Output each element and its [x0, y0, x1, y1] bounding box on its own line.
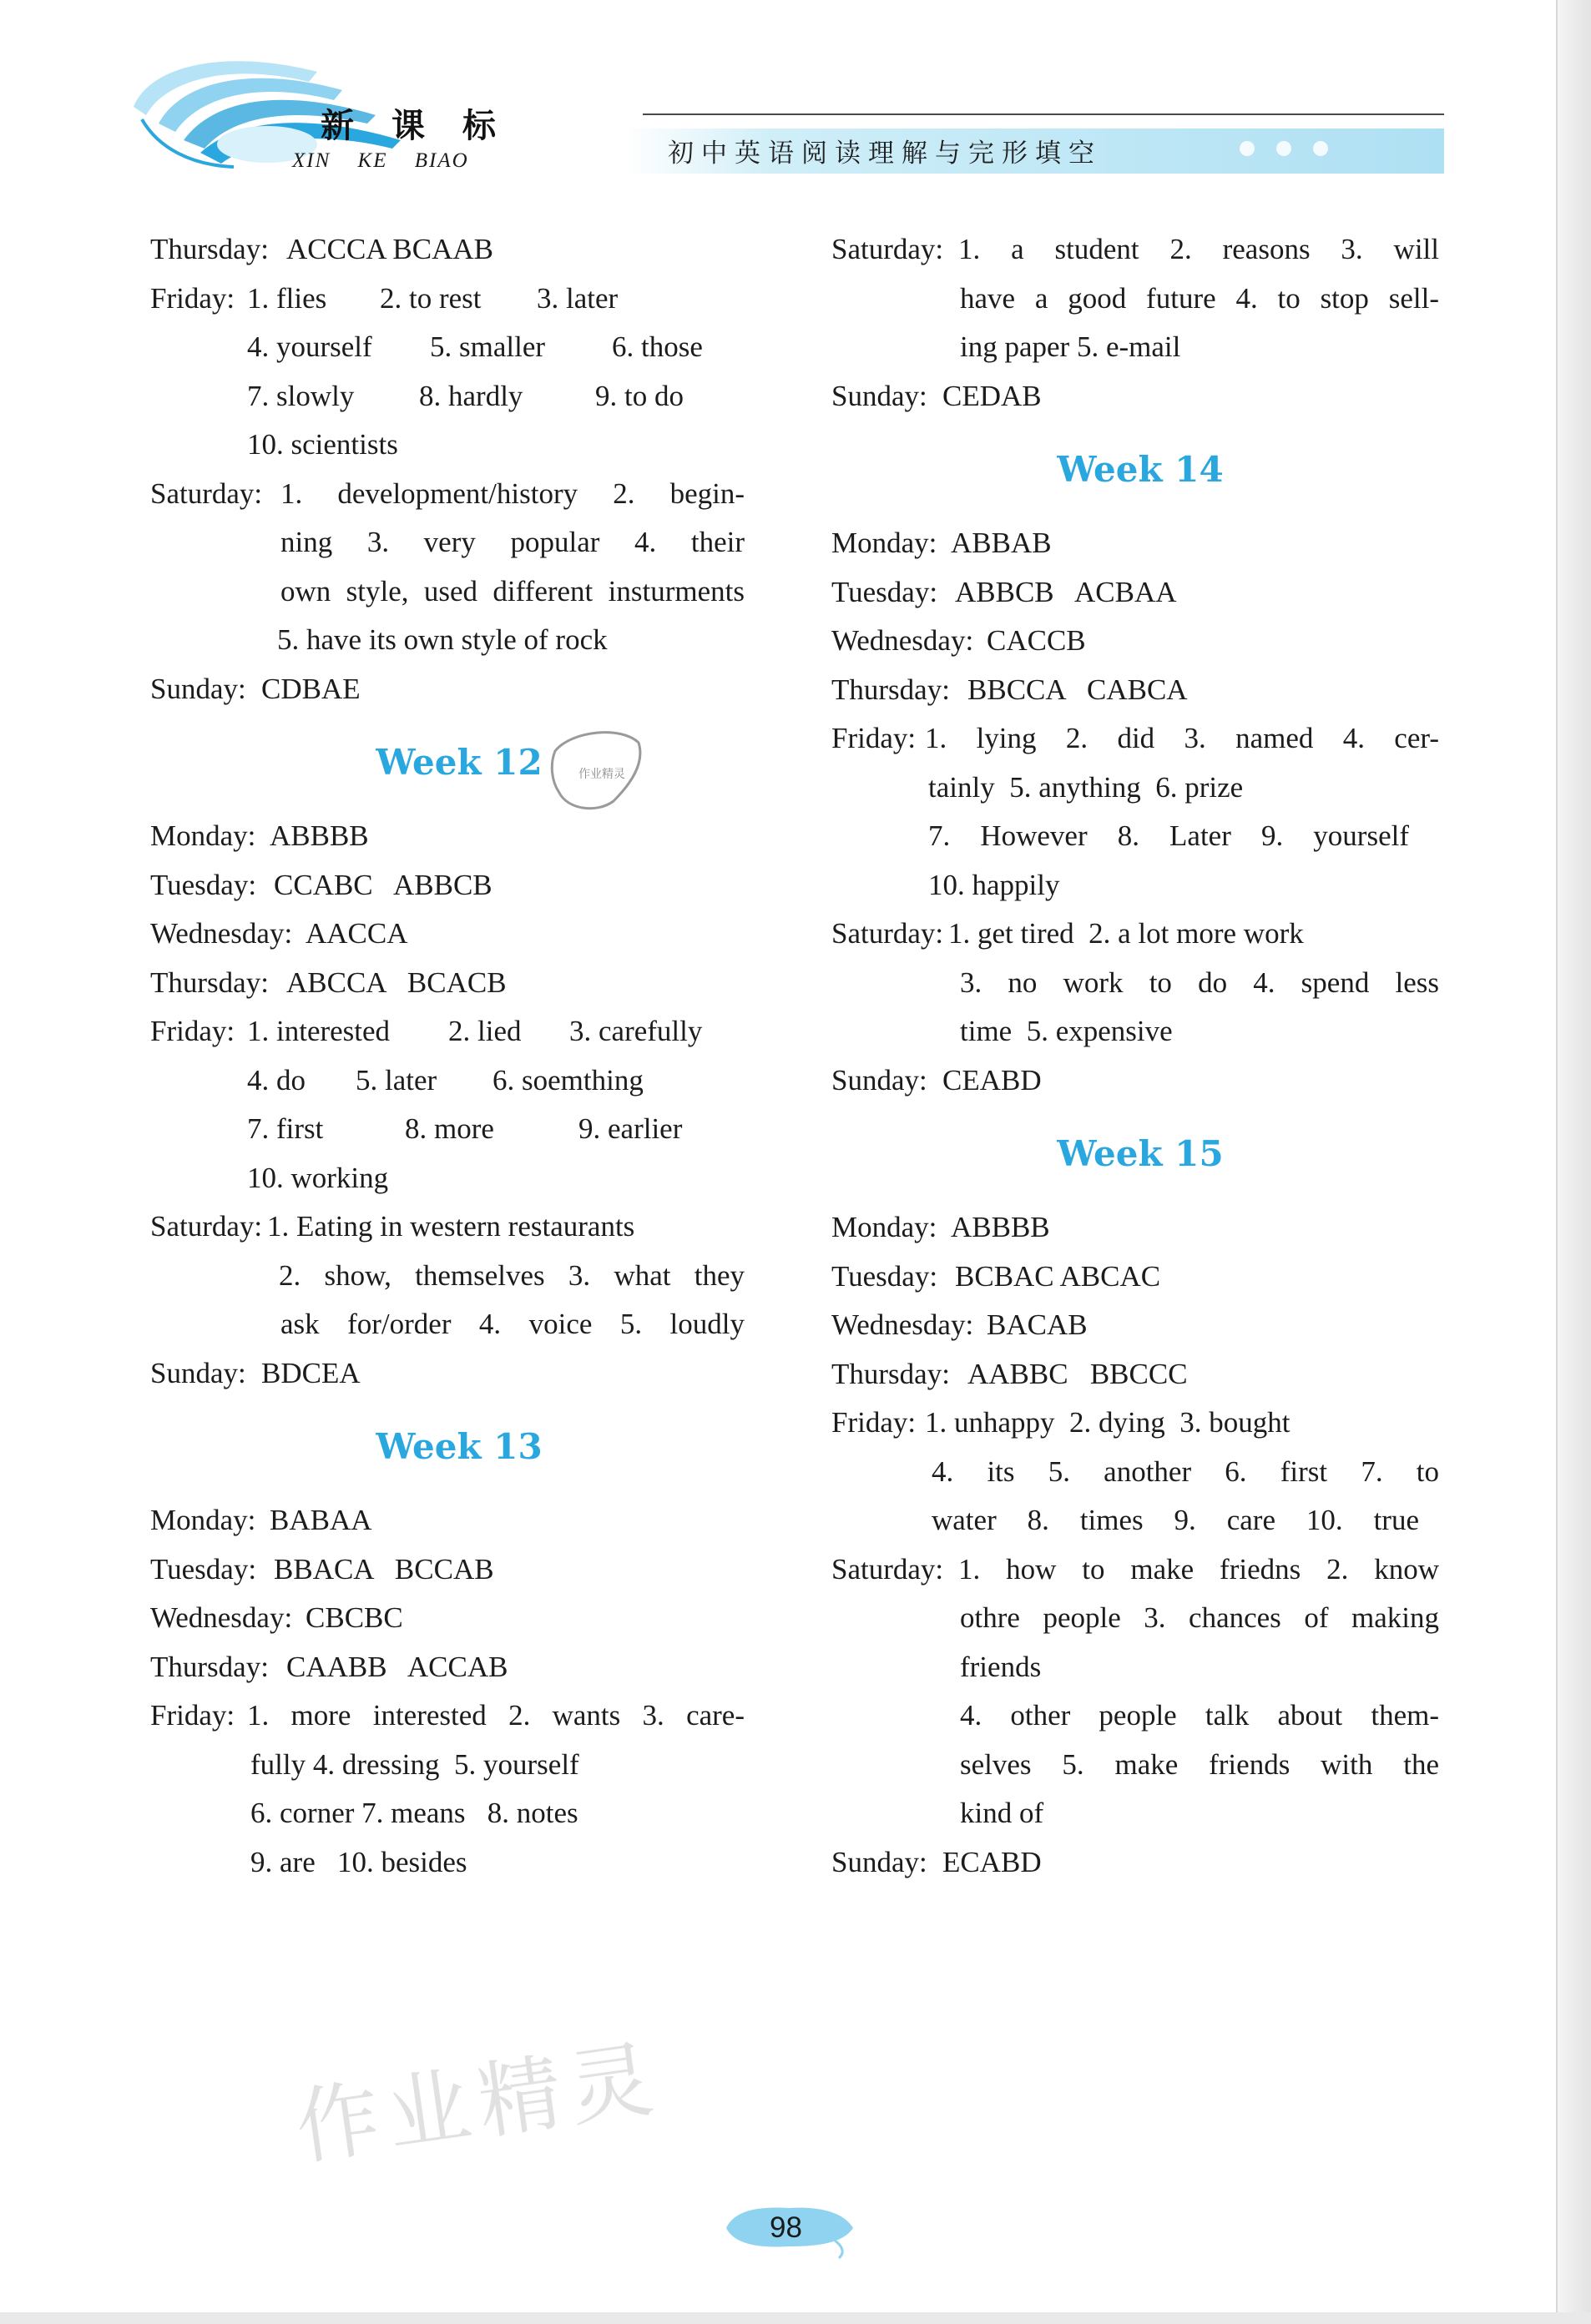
answer-line-friday	[150, 1691, 785, 1741]
answer-item: 2. lied	[448, 1015, 522, 1047]
answer-text: CDBAE	[261, 672, 361, 705]
day-label: Thursday:	[831, 1357, 950, 1390]
answer-text: 1. lying 2. did 3. named 4. cer-	[925, 722, 1439, 754]
dot-icon	[1240, 141, 1255, 156]
answer-line	[150, 1154, 785, 1203]
answer-line-wednesday	[831, 617, 1449, 666]
answer-text: 4. other people talk about them-	[960, 1699, 1439, 1732]
answer-line-tuesday	[831, 568, 1449, 618]
answer-text: othre people 3. chances of making	[960, 1601, 1439, 1634]
answer-text: BACAB	[987, 1308, 1088, 1341]
day-label: Thursday:	[150, 233, 269, 265]
answer-line	[831, 1007, 1449, 1056]
day-label: Monday:	[150, 1504, 256, 1536]
day-label: Friday:	[831, 722, 917, 754]
answer-line-friday	[150, 1007, 785, 1056]
answer-item: 4. yourself	[247, 330, 372, 363]
day-label: Tuesday:	[150, 868, 257, 901]
answer-text: ask for/order 4. voice 5. loudly	[280, 1308, 745, 1340]
day-label: Sunday:	[150, 672, 246, 705]
answer-line-thursday	[150, 225, 785, 275]
answer-text: CACCB	[987, 624, 1086, 657]
answer-line-sunday	[831, 372, 1449, 421]
answer-line	[150, 1741, 785, 1790]
answer-text: ACCCA BCAAB	[286, 233, 493, 265]
answer-item: 8. hardly	[419, 379, 523, 412]
answer-text: 1. get tired 2. a lot more work	[948, 917, 1304, 950]
answer-text: CEDAB	[942, 379, 1042, 412]
answer-text: 6. corner 7. means 8. notes	[250, 1797, 578, 1829]
answer-text: 5. have its own style of rock	[277, 623, 608, 656]
answer-text: fully 4. dressing 5. yourself	[250, 1747, 579, 1781]
day-label: Saturday:	[831, 917, 944, 950]
answer-item: 10. working	[247, 1161, 389, 1194]
answer-line	[831, 1789, 1449, 1838]
answer-line	[831, 764, 1449, 813]
answer-line-thursday	[831, 666, 1449, 715]
week-heading: Week 14	[1057, 449, 1224, 490]
answer-item: 2. to rest	[380, 281, 482, 315]
answer-line-monday	[150, 812, 785, 861]
answer-line-sunday	[831, 1838, 1449, 1888]
day-label: Sunday:	[831, 1063, 927, 1096]
answer-text: AACCA	[306, 917, 408, 950]
brand-char: 标	[462, 106, 496, 145]
day-label: Friday:	[150, 281, 235, 315]
answer-text: selves 5. make friends with the	[960, 1747, 1439, 1781]
answer-line	[150, 1838, 785, 1888]
stamp-text: 作业精灵	[578, 768, 625, 781]
answer-line	[150, 1105, 785, 1154]
answer-text: ABBBB	[951, 1211, 1050, 1243]
page-number-tab	[718, 2195, 860, 2261]
answer-line-saturday	[150, 1202, 785, 1252]
day-label: Wednesday:	[150, 917, 293, 950]
answer-line-monday	[831, 519, 1449, 568]
answer-line	[831, 323, 1449, 372]
day-label: Wednesday:	[831, 624, 974, 657]
answer-text: 2. show, themselves 3. what they	[279, 1258, 745, 1292]
day-label: Friday:	[150, 1699, 235, 1732]
answer-line	[150, 323, 785, 372]
answer-text: ABBCB ACBAA	[955, 575, 1177, 608]
answer-line	[831, 959, 1449, 1008]
answer-line-thursday	[150, 1643, 785, 1692]
day-label: Friday:	[150, 1015, 235, 1047]
week-heading: Week 13	[376, 1426, 543, 1467]
day-label: Monday:	[831, 1211, 937, 1243]
answer-line	[831, 1448, 1449, 1497]
answer-line	[831, 1643, 1449, 1692]
answer-item: 9. to do	[595, 379, 684, 412]
brand-char: 课	[391, 106, 425, 145]
day-label: Wednesday:	[831, 1308, 974, 1341]
brand-char: 新	[321, 106, 354, 145]
left-column	[150, 225, 785, 1887]
dot-icon	[1276, 141, 1291, 156]
answer-line	[831, 1691, 1449, 1741]
day-label: Saturday:	[831, 1552, 944, 1585]
page-header	[125, 48, 1444, 182]
day-label: Sunday:	[831, 379, 927, 412]
watermark: 作业精灵	[290, 2029, 668, 2177]
answer-text: kind of	[960, 1797, 1044, 1829]
answer-line	[831, 1594, 1449, 1643]
answer-item: 3. later	[537, 281, 619, 315]
answer-text: 1. a student 2. reasons 3. will	[958, 233, 1439, 265]
right-column	[831, 225, 1449, 1887]
answer-text: CAABB ACCAB	[286, 1650, 508, 1683]
answer-line	[150, 1789, 785, 1838]
answer-text: friends	[960, 1650, 1042, 1683]
answer-text: 4. its 5. another 6. first 7. to	[932, 1454, 1439, 1488]
day-label: Thursday:	[150, 1650, 269, 1683]
answer-line	[831, 1741, 1449, 1790]
answer-text: CBCBC	[306, 1601, 403, 1634]
answer-text: have a good future 4. to stop sell-	[960, 281, 1439, 315]
answer-text: 3. no work to do 4. spend less	[960, 965, 1439, 999]
answer-item: 5. later	[356, 1063, 437, 1096]
answer-line	[831, 1496, 1449, 1545]
answer-text: 1. more interested 2. wants 3. care-	[247, 1699, 745, 1732]
answer-text: ECABD	[942, 1845, 1042, 1878]
answer-line-monday	[150, 1496, 785, 1545]
answer-text: CEABD	[942, 1063, 1042, 1096]
answer-line-saturday	[831, 225, 1449, 275]
page-edge	[1556, 0, 1591, 2324]
answer-line-tuesday	[831, 1253, 1449, 1302]
answer-line-sunday	[150, 665, 785, 714]
answer-text: time 5. expensive	[960, 1015, 1173, 1047]
answer-text: BABAA	[270, 1504, 372, 1536]
answer-line-sunday	[831, 1056, 1449, 1106]
stamp-icon	[547, 726, 647, 818]
answer-text: ABBAB	[951, 527, 1052, 559]
answer-text: BBCCA CABCA	[967, 673, 1188, 706]
answer-line	[150, 518, 785, 567]
day-label: Thursday:	[831, 673, 950, 706]
answer-text: ABBBB	[270, 819, 369, 852]
answer-item: 5. smaller	[430, 330, 546, 363]
answer-text: CCABC ABBCB	[274, 868, 492, 901]
answer-line	[831, 275, 1449, 324]
answer-line	[150, 1056, 785, 1106]
answer-line-tuesday	[150, 861, 785, 910]
answer-item: 6. those	[612, 330, 703, 363]
answer-text: ing paper 5. e-mail	[960, 330, 1181, 363]
answer-item: 1. interested	[247, 1015, 391, 1047]
answer-line-wednesday	[150, 1594, 785, 1643]
week-heading: Week 12	[376, 742, 543, 783]
day-label: Saturday:	[831, 233, 944, 265]
answer-text: own style, used different insturments	[280, 574, 745, 607]
answer-line-saturday	[831, 1545, 1449, 1595]
answer-line-wednesday	[831, 1301, 1449, 1350]
answer-text: 7. However 8. Later 9. yourself	[928, 819, 1409, 852]
answer-line-friday	[150, 275, 785, 324]
answer-line	[150, 372, 785, 421]
answer-line-thursday	[150, 959, 785, 1008]
answer-line	[150, 421, 785, 470]
header-divider	[643, 113, 1444, 115]
answer-line-thursday	[831, 1350, 1449, 1399]
answer-line	[150, 1252, 785, 1301]
answer-line-friday	[831, 1399, 1449, 1448]
answer-text: 1. Eating in western restaurants	[267, 1210, 635, 1243]
day-label: Tuesday:	[150, 1552, 257, 1585]
answer-line	[831, 861, 1449, 910]
day-label: Saturday:	[150, 1210, 263, 1243]
header-dots	[1240, 141, 1346, 160]
book-subtitle: 初中英语阅读理解与完形填空	[668, 139, 1102, 169]
answer-item: 1. flies	[247, 281, 327, 315]
answer-line-wednesday	[150, 910, 785, 959]
answer-text: ning 3. very popular 4. their	[280, 526, 745, 558]
answer-text: BCBAC ABCAC	[955, 1259, 1161, 1293]
answer-item: 9. earlier	[578, 1112, 683, 1145]
answer-item: 7. first	[247, 1112, 324, 1145]
day-label: Tuesday:	[831, 575, 938, 608]
day-label: Friday:	[831, 1406, 917, 1439]
answer-line-saturday	[150, 470, 785, 519]
answer-text: 1. development/history 2. begin-	[280, 476, 745, 510]
answer-item: 4. do	[247, 1063, 306, 1096]
answer-text: ABCCA BCACB	[286, 965, 507, 999]
day-label: Sunday:	[831, 1845, 927, 1878]
day-label: Tuesday:	[831, 1259, 938, 1293]
day-label: Monday:	[831, 527, 937, 559]
answer-line-tuesday	[150, 1545, 785, 1595]
answer-line	[831, 812, 1449, 861]
answer-text: 9. are 10. besides	[250, 1845, 467, 1878]
answer-line-friday	[831, 714, 1449, 764]
answer-text: BDCEA	[261, 1356, 361, 1389]
day-label: Monday:	[150, 819, 256, 852]
answer-text: 1. how to make friedns 2. know	[958, 1552, 1439, 1585]
day-label: Wednesday:	[150, 1601, 293, 1634]
dot-icon	[1313, 141, 1328, 156]
day-label: Sunday:	[150, 1356, 246, 1389]
answer-text: AABBC BBCCC	[967, 1357, 1188, 1390]
answer-line-monday	[831, 1203, 1449, 1253]
answer-text: 10. happily	[928, 868, 1060, 901]
answer-text: water 8. times 9. care 10. true	[932, 1504, 1419, 1536]
answer-line	[150, 567, 785, 617]
page-edge-bottom	[0, 2312, 1591, 2324]
answer-item: 8. more	[405, 1112, 494, 1145]
page-number: 98	[770, 2211, 802, 2244]
answer-item: 10. scientists	[247, 428, 398, 461]
answer-line-saturday	[831, 910, 1449, 959]
brand-pinyin: XIN KE BIAO	[292, 149, 469, 172]
answer-item: 7. slowly	[247, 379, 355, 412]
answer-line	[150, 1300, 785, 1349]
answer-item: 6. soemthing	[492, 1063, 644, 1096]
day-label: Saturday:	[150, 476, 263, 510]
answer-line	[150, 616, 785, 665]
answer-text: 1. unhappy 2. dying 3. bought	[925, 1406, 1290, 1439]
answer-text: tainly 5. anything 6. prize	[928, 770, 1244, 804]
answer-line-sunday	[150, 1349, 785, 1399]
answer-item: 3. carefully	[569, 1015, 703, 1047]
day-label: Thursday:	[150, 965, 269, 999]
week-heading: Week 15	[1057, 1133, 1224, 1174]
answer-text: BBACA BCCAB	[274, 1552, 494, 1585]
